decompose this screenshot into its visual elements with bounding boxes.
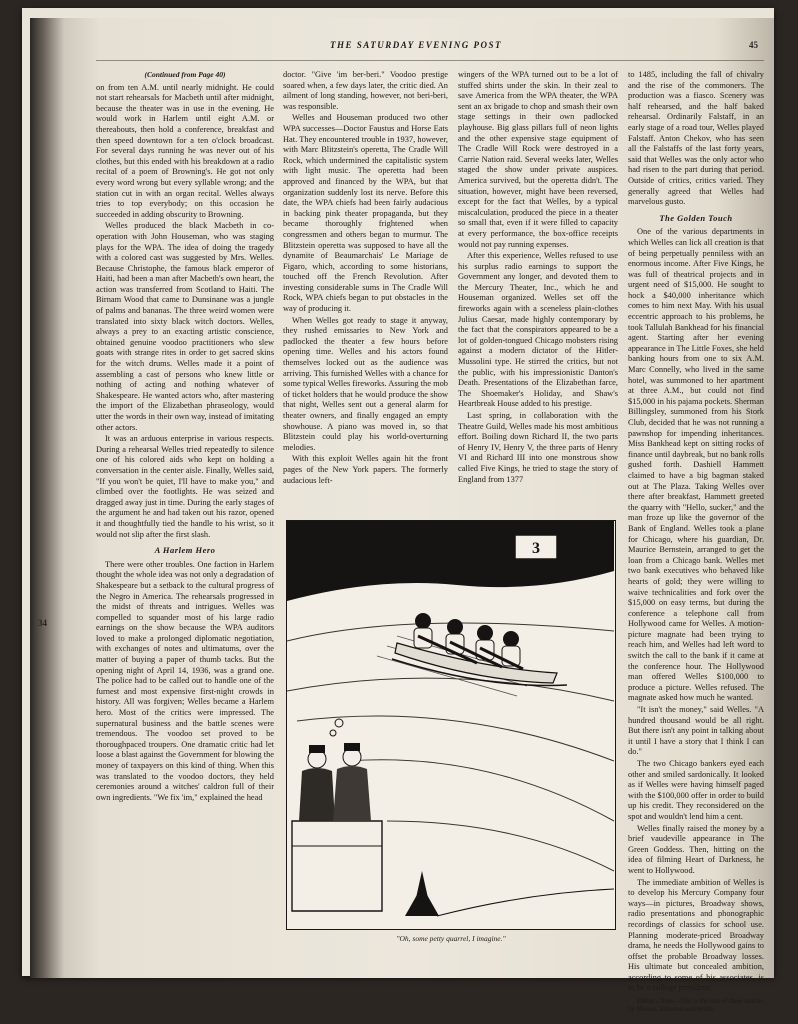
paragraph: There were other troubles. One faction in Harlem thought the whole idea was not only a degradation of Shakespeare but a setback to the cultural progress of the Negro in America. The rehearsals progressed in the midst of threats and intrigues. Welles was compelled to squander most of his large radio earnings on the show because the WPA auditors loved to make a prolonged diplomatic negotiation, with exchanges of notes and ultimatums, over the matter of buying a paper of thumb tacks. But the opening night of April 14, 1936, was a grand one. The police had to be called out to handle one of the furnest and most expensive first-night crowds in history. All was forgiven; Welles became a Harlem hero. Most of the critics were impressed. The supernatural business and the battle scenes were tremendous. The voodoo set proved to be thoroughpaced troupers. One dramatic critic had let loose a blast against the Government for blowing the money of taxpayers on this kind of thing. When this was translated to the voodoo doctors, they held ceremonies around a witches' caldron full of their own ingredients. "We fix 'im," explained the head [96,559,274,802]
editors-note: Editor's Note—This is the last of three articles by Messrs. Johnston and Smith. [628,998,764,1014]
column-1 [96,70,274,950]
magazine-page [30,18,774,1014]
snow-line [387,821,614,871]
subheading-golden-touch: The Golden Touch [659,212,733,223]
spectator-cap [344,743,360,751]
paragraph: Welles produced the black Macbeth in co-operation with John Houseman, who was staging plays for the WPA. The idea of doing the tragedy with a colored cast was suggested by Mrs. Welles. Because Christophe, the famous black emperor of Haiti, had been a man after Macbeth's own heart, the action was transferred from Scotland to Haiti. The Birnam Wood that came to Dunsinane was a jungle of palms and bananas. The three weird women were translated into sixty black witch doctors. Welles, always a prey to an exacting artistic conscience, obtained genuine voodoo practitioners who slew goats with strange rites in order to get sacred skins for the witch drums. Welles made it a point of assembling a cast of persons who knew little or nothing of acting and nothing whatever of Shakespeare. He wanted actors who, after mastering the import of the Elizabethan phraseology, would utter the words in their own way, instead of imitating other actors. [96,221,274,432]
page-number-right: 45 [749,40,758,50]
column-2 [283,70,448,510]
page-number-left: 34 [38,618,47,628]
paragraph: The two Chicago bankers eyed each other and smiled sardonically. It looked as if Welles were having himself paged with the $100,000 offer in order to build up his credit. They reconsidered on the spot and wouldn't lend him a cent. [628,759,764,821]
pine-tree [405,871,439,916]
paragraph: on from ten A.M. until nearly midnight. He could not start rehearsals for Macbeth until after midnight, because the theater was in use in the evening. He would work in Harlem until eight A.M. or thereabouts, then hold a conference, breakfast and then speed downtown for a ten o'clock broadcast. For several days running he was never out of his clothes, but this ended with his breakdown at a radio recital of a poem of Browning's. He got not only every word wrong but every syllable wrong; and the station cut in with an organ recital. Welles always tries to top everybody; on this occasion he succeeded in adding obscurity to Browning. [96,82,274,219]
cartoon-drawing [287,521,614,928]
spectator-coat [299,768,335,821]
paragraph: Last spring, in collaboration with the Theatre Guild, Welles made his most ambitious effort. Boiling down Richard II, the two parts of Henry IV, Henry V, the three parts of Henry VI and Richard III into one monstrous show called Five Kings, he tried to stage the story of England from 1377 [458,411,618,484]
paragraph: One of the various departments in which Welles can lick all creation is that of being perpetually penniless with an enormous income. After Five Kings, he was full of theatrical projects and in urgent need of $15,000. He sought to hock a $40,000 inheritance which comes to him next May. With his usual eccentric approach to his problems, he took Tallulah Bankhead for his financial agent. Starting after her evening appearance in The Little Foxes, she held banking hours from one to six A.M. Marc Connelly, who lived in the same hotel, was summoned to her apartment at three A.M., but could not find $15,000 in his pajama pockets. Sherman Billingsley, summoned from his Stork Club, decided that he was not running a pawnshop for impending inheritances. Miss Bankhead kept on sitting rocks of finance until daybreak, but no bank rolls gushed forth. Dashiell Hammett claimed to have a big bagman staked out at The Plaza. Taking Welles over there after breakfast, Hammett greeted the quarry with "Hello, sucker," and the man froze up like the governor of the Bank of England. Welles took a plane for Chicago, where his guardian, Dr. Maurice Bernstein, arranged to get the loan from a Chicago bank. Welles met two bank executives who behaved like hearts of gold; they were willing to waive technicalities and fork over the $15,000 on easy terms, but during the conference a telephone call from Hollywood came for Welles. A motion-picture magnate had been trying to reach him, and Welles had left word to switch the call to the bank if it came at the conference hour. The Hollywood man offered Welles $100,000 to produce a picture. Welles refused. The magnate asked how much he wanted. [628,227,764,703]
breath-puff [335,719,343,727]
spectator-booth [292,719,382,911]
rider-helmet [447,619,463,635]
column-3 [458,70,618,510]
paragraph: After this experience, Welles refused to use his surplus radio earnings to support the Government any longer, and devoted them to the Mercury Theater, Inc., which he and Houseman organized. Welles set off the fireworks again with a sceneless plain-clothes Julius Caesar, made highly contemporary by the fact that the conspirators appeared to be a lot of golden-tongued Chicago mobsters rising against a modern dictator of the Hitler-Mussolini type. He stirred the critics, but not the public, with his impressionistic Danton's Death. Presentations of the Elizabethan farce, The Shoemaker's Holiday, and Shaw's Heartbreak House added to his prestige. [458,251,618,409]
paragraph: The immediate ambition of Welles is to develop his Mercury Company four ways—in pictures, Broadway shows, radio presentations and phonographic recordings of classics for school use. Planning moderate-priced Broadway drama, he needs the Hollywood gains to offset the probable Broadway losses. His ultimate but concealed ambition, according to some of his associates, is to be a college president. [628,877,764,993]
paragraph: to 1485, including the fall of chivalry and the rise of the commoners. The production was a fiasco. Scenery was half rehearsed, and the half baked rehearsal. Ordinarily Falstaff, in an early stage of a road tour, Welles played Falstaff. Anton Chekov, who has seen all the Falstaffs of the last forty years, said that Welles was the only actor who had risen to the part during that period. Outside of critics, critics varied. They generally agreed that Welles had marvelous gusto. [628,70,764,207]
paragraph: Welles and Houseman produced two other WPA successes—Doctor Faustus and Horse Eats Hat. They encountered trouble in 1937, however, with Marc Blitzstein's operetta, The Cradle Will Rock, which undermined the capitalistic system with light music. The operetta had been approved and financed by the WPA, but that organization suddenly lost its nerve. Before this date, the WPA chiefs had been fairly audacious in backing pink theater propaganda, but they became thoroughly frightened when congressmen and others began to murmur. The Blitzstein operetta was supposed to have all the dynamite of Beaumarchais' Le Mariage de Figaro, which, according to some historians, touched off the French Revolution. After investing considerable sums in The Cradle Will Rock, WPA chiefs began to put obstacles in the way of producing it. [283,113,448,314]
paragraph: With this exploit Welles again hit the front pages of the New York papers. The formerly audacious left- [283,454,448,485]
snow-line [347,760,614,821]
rider-helmet [477,625,493,641]
cartoon-caption: "Oh, some petty quarrel, I imagine." [396,934,506,943]
paragraph: "It isn't the money," said Welles. "A hundred thousand would be all right. But there isn't any point in talking about it until I have a story that I think I can do." [628,705,764,757]
paragraph: Welles finally raised the money by a brief vaudeville appearance in The Green Goddess. Then, hitting on the idea of filming Heart of Darkness, he went to Hollywood. [628,823,764,875]
dark-slope [287,561,614,601]
spectator-coat [333,766,371,821]
continued-line: (Continued from Page 40) [144,70,226,79]
snow-ground [437,889,614,916]
paragraph: doctor. "Give 'im ber-beri." Voodoo prestige soared when, a few days later, the critic died. An ailment of long standing, however, not beri-beri, was responsible. [283,70,448,111]
paragraph: It was an arduous enterprise in various respects. During a rehearsal Welles tried repeatedly to silence one of his colored aids who kept on holding a conversation in the center aisle. Finally, Welles said, "If you won't be quiet, I'll have to make you," and climbed over the footlights. He was seized and dragged away just in time. During the early stages of the argument he and had taken out his razor, opened it and thoughtfully tied the handle to his wrist, so it would not slip after the first slash. [96,434,274,539]
breath-puff [330,730,336,736]
rider-helmet [415,613,431,629]
night-sky [287,521,614,561]
snow-line [287,678,614,701]
sign-number: 3 [532,540,540,557]
spectator-cap [309,745,325,753]
column-4 [628,70,764,1014]
page-content [38,40,766,1014]
rider-helmet [503,631,519,647]
header-rule [96,60,764,61]
paragraph: wingers of the WPA turned out to be a lot of stuffed shirts under the skin. In their zeal to save America from the WPA theater, the WPA sent an ax brigade to chop and smash their own stage settings in their own padlocked playhouse. Big glass pillars full of neon lights and the other expensive stage equipment of The Cradle Will Rock were destroyed in a Carrie Nation raid. Several weeks later, Welles staged the show under private auspices. America survived, but the operetta didn't. The situation, however, might have been reversed, except for the fact that Welles, by a typical miscalculation, produced the piece in a theater so small that, even if it were filled to capacity at every performance, the box-office receipts would not pay running expenses. [458,70,618,249]
bobsled-team [392,613,567,685]
bobsled-cartoon [286,520,616,930]
booth-wall [292,821,382,911]
paragraph: When Welles got ready to stage it anyway, they rushed emissaries to New York and padlocked the theater a few hours before opening time. Welles and his actors found themselves locked out as the audience was arriving. This furnished Welles with a chance for some typical Welles fireworks. Assuring the mob of ticket holders that he would produce the show that night, Welles sent out a general alarm for theater owners, and finally engaged an empty showhouse. A piano was moved in, so that Blitzstein could play his world-overturning melodies. [283,315,448,452]
subheading-harlem-hero: A Harlem Hero [154,545,216,556]
tree-shape [405,886,439,916]
running-head: THE SATURDAY EVENING POST [330,40,502,50]
